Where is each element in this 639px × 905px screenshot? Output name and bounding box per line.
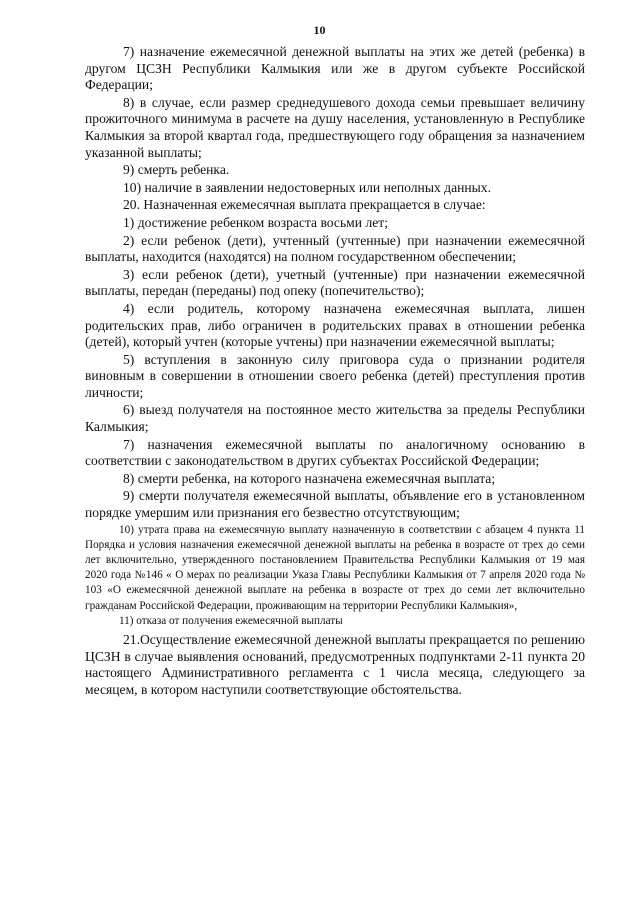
paragraph-20-2: 2) если ребенок (дети), учтенный (учтенные) при назначении ежемесячной выплаты, находится (находятся) на полном государственном обеспечении; xyxy=(85,232,585,265)
document-body xyxy=(85,44,585,698)
paragraph-20-5: 5) вступления в законную силу приговора суда о признании родителя виновным в совершении в отношении своего ребенка (детей) преступления против личности; xyxy=(85,351,585,400)
paragraph-20-3: 3) если ребенок (дети), учетный (учтенные) при назначении ежемесячной выплаты, передан (переданы) под опеку (попечительство); xyxy=(85,266,585,299)
paragraph-20-10: 10) утрата права на ежемесячную выплату назначенную в соответствии с абзацем 4 пункта 11 Порядка и условия назначения ежемесячной денежной выплаты на ребенка в возрасте от трех до семи лет включительно, утвержденного постановлением Правительства Республики Калмыкия от 19 мая 2020 года №146 « О мерах по реализации Указа Главы Республики Калмыкия от 7 апреля 2020 года № 103 «О ежемесячной денежной выплате на ребенка в возрасте от трех до семи лет включительно гражданам Российской Федерации, проживающим на территории Республики Калмыкия», xyxy=(85,523,585,612)
paragraph-20-8: 8) смерти ребенка, на которого назначена ежемесячная выплата; xyxy=(123,470,496,486)
paragraph-7-dup-payment: 7) назначение ежемесячной денежной выплаты на этих же детей (ребенка) в другом ЦСЗН Республики Калмыкия или же в другом субъекте Российской Федерации; xyxy=(85,44,585,93)
paragraph-20-9: 9) смерти получателя ежемесячной выплаты, объявление его в установленном порядке умершим или признания его безвестно отсутствующим; xyxy=(85,488,585,521)
paragraph-10-invalid-data: 10) наличие в заявлении недостоверных или неполных данных. xyxy=(123,179,491,195)
paragraph-20-6: 6) выезд получателя на постоянное место жительства за пределы Республики Калмыкия; xyxy=(85,402,585,435)
paragraph-9-child-death: 9) смерть ребенка. xyxy=(123,162,230,178)
paragraph-20-heading: 20. Назначенная ежемесячная выплата прекращается в случае: xyxy=(123,197,486,213)
paragraph-20-7: 7) назначения ежемесячной выплаты по аналогичному основанию в соответствии с законодательством в других субъектах Российской Федерации; xyxy=(85,436,585,469)
paragraph-20-1: 1) достижение ребенком возраста восьми лет; xyxy=(123,214,388,230)
paragraph-8-income: 8) в случае, если размер среднедушевого дохода семьи превышает величину прожиточного минимума в расчете на душу населения, установленную в Республике Калмыкия за второй квартал года, предшествующего году обращения за назначением указанной выплаты; xyxy=(85,94,585,160)
paragraph-20-4: 4) если родитель, которому назначена ежемесячная выплата, лишен родительских прав, либо ограничен в родительских правах в отношении ребенка (детей), который учтен (которые учтены) при назначении ежемесячной выплаты; xyxy=(85,300,585,350)
paragraph-20-11: 11) отказа от получения ежемесячной выплаты xyxy=(119,614,343,627)
page-number: 10 xyxy=(313,23,326,37)
paragraph-21: 21.Осуществление ежемесячной денежной выплаты прекращается по решению ЦСЗН в случае выявления оснований, предусмотренных подпунктами 2-11 пункта 20 настоящего Административного регламента с 1 числа месяца, следующего за месяцем, в котором наступили соответствующие обстоятельства. xyxy=(85,632,585,697)
